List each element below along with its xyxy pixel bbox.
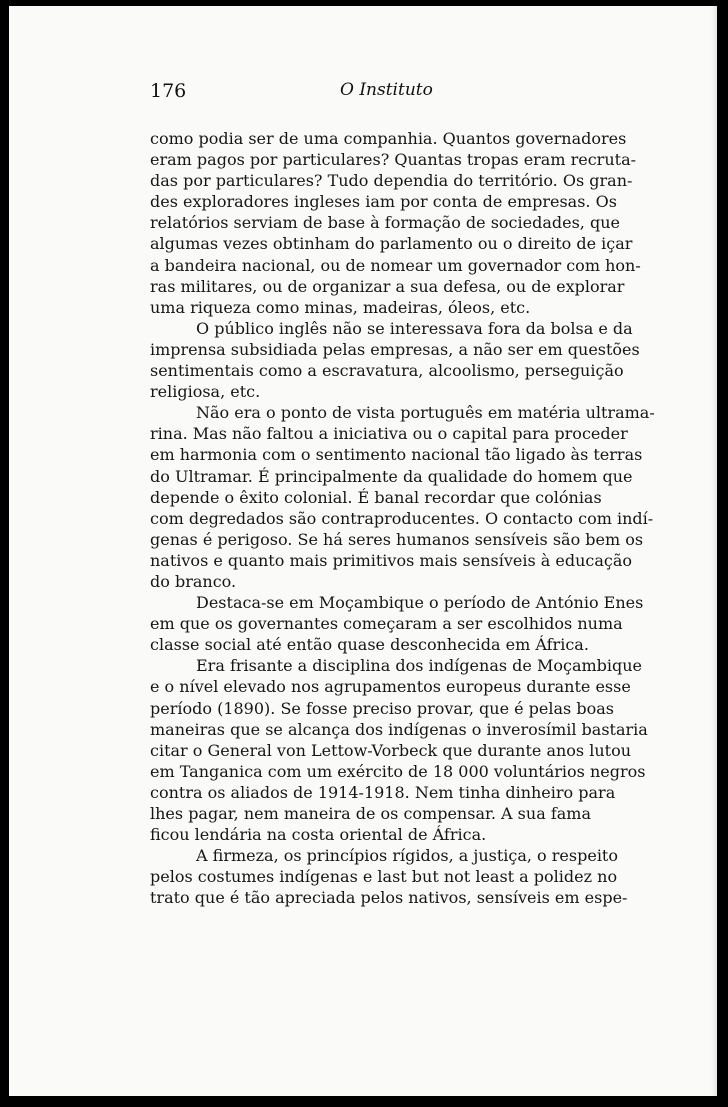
text-line: algumas vezes obtinham do parlamento ou o direito de içar	[150, 234, 633, 254]
text-line: imprensa subsidiada pelas empresas, a não ser em questões	[150, 339, 640, 359]
text-line: religiosa, etc.	[150, 382, 261, 402]
paragraph-first-line: Não era o ponto de vista português em matéria ultrama-	[196, 403, 655, 423]
paragraph-first-line: O público inglês não se interessava fora da bolsa e da	[196, 318, 633, 338]
page-header	[150, 80, 573, 106]
text-line: em Tanganica com um exército de 18 000 voluntários negros	[150, 761, 646, 781]
text-line: genas é perigoso. Se há seres humanos sensíveis são bem os	[150, 529, 644, 549]
text-line: período (1890). Se fosse preciso provar, que é pelas boas	[150, 698, 614, 718]
text-line: depende o êxito colonial. É banal recordar que colónias	[150, 487, 602, 507]
text-line: eram pagos por particulares? Quantas tropas eram recruta-	[150, 150, 637, 170]
paragraph-first-line: Era frisante a disciplina dos indígenas de Moçambique	[196, 656, 643, 676]
text-line: das por particulares? Tudo dependia do território. Os gran-	[150, 171, 633, 191]
paragraph-first-line: Destaca-se em Moçambique o período de António Enes	[196, 593, 644, 613]
running-title: O Instituto	[340, 80, 433, 100]
paragraph-first-line: A firmeza, os princípios rígidos, a justiça, o respeito	[196, 846, 618, 866]
text-line: como podia ser de uma companhia. Quantos governadores	[150, 129, 627, 148]
text-line: classe social até então quase desconhecida em África.	[150, 635, 589, 655]
text-line: ficou lendária na costa oriental de África.	[150, 825, 487, 845]
text-line: sentimentais como a escravatura, alcoolismo, perseguição	[150, 361, 624, 381]
book-page	[9, 6, 717, 1096]
scan-shadow	[711, 6, 717, 1096]
text-line: ras militares, ou de organizar a sua defesa, ou de explorar	[150, 276, 625, 296]
text-line: citar o General von Lettow-Vorbeck que durante anos lutou	[150, 740, 632, 760]
text-line: uma riqueza como minas, madeiras, óleos, etc.	[150, 297, 531, 317]
text-line: contra os aliados de 1914-1918. Nem tinha dinheiro para	[150, 782, 616, 802]
text-line: relatórios serviam de base à formação de sociedades, que	[150, 213, 620, 233]
text-line: nativos e quanto mais primitivos mais sensíveis à educação	[150, 550, 633, 570]
page-number: 176	[150, 80, 187, 102]
body-text	[150, 128, 655, 908]
text-line: trato que é tão apreciada pelos nativos, sensíveis em espe-	[150, 888, 628, 908]
text-line: rina. Mas não faltou a iniciativa ou o capital para proceder	[150, 424, 628, 444]
text-line: pelos costumes indígenas e last but not least a polidez no	[150, 867, 618, 887]
text-line: com degredados são contraproducentes. O contacto com indí-	[150, 508, 654, 528]
text-line: do branco.	[150, 571, 237, 591]
text-line: do Ultramar. É principalmente da qualidade do homem que	[150, 466, 633, 486]
text-line: lhes pagar, nem maneira de os compensar. A sua fama	[150, 804, 591, 823]
text-line: em que os governantes começaram a ser escolhidos numa	[150, 614, 623, 634]
text-line: em harmonia com o sentimento nacional tão ligado às terras	[150, 445, 643, 465]
text-line: des exploradores ingleses iam por conta de empresas. Os	[150, 192, 617, 212]
text-line: maneiras que se alcança dos indígenas o inverosímil bastaria	[150, 719, 648, 739]
text-line: e o nível elevado nos agrupamentos europeus durante esse	[150, 677, 631, 697]
text-line: a bandeira nacional, ou de nomear um governador com hon-	[150, 255, 641, 275]
